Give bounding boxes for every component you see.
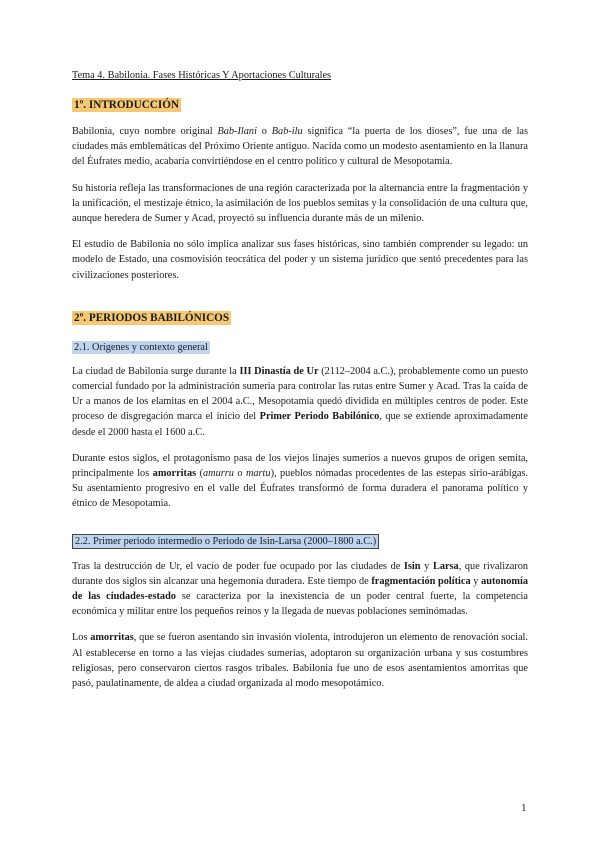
paragraph-isin-larsa-1: Tras la destrucción de Ur, el vacío de poder fue ocupado por las ciudades de Isin y Larsa, que rivalizaron durante dos siglos sin alcanzar una hegemonía duradera. Este tiempo de fragmentación política y autonomía de las ciudades-estado se caracteriza por la inexistencia de un poder central fuerte, la competencia económica y militar entre los pequeños reinos y la llegada de nuevas poblaciones seminómadas. (72, 560, 529, 618)
paragraph-intro-2: Su historia refleja las transformaciones de una región caracterizada por la alternancia entre la fragmentación y la unificación, el mestizaje étnico, la asimilación de los pueblos semitas y la consolidación de una cultura que, aunque heredera de Sumer y Acad, proyectó su influencia durante más de un milenio. (72, 182, 528, 225)
section-heading-periodos: 2º. PERIODOS BABILÓNICOS (74, 311, 230, 324)
section-heading-introduccion: 1º. INTRODUCCIÓN (74, 99, 180, 111)
document-header: Tema 4. Babilonia. Fases Históricas Y Aportaciones Culturales (72, 70, 332, 81)
paragraph-intro-3: El estudio de Babilonia no sólo implica analizar sus fases históricas, sino también comprender su legado: un modelo de Estado, una cosmovisión teocrática del poder y un sistema jurídico que sentó precedentes para las civilizaciones posteriores. (72, 239, 528, 281)
paragraph-intro-1: Babilonia, cuyo nombre original Bab-Ilani o Bab-ilu significa “la puerta de los dioses”, fue una de las ciudades más emblemáticas del Próximo Oriente antiguo. Nacida como un modesto asentamiento en la llanura del Éufrates medio, acabaría convirtiéndose en el centro político y cultural de Mesopotamia. (72, 126, 529, 168)
paragraph-origenes-1: La ciudad de Babilonia surge durante la III Dinastía de Ur (2112–2004 a.C.), probablemente como un puesto comercial fundado por la administración sumeria para controlar las rutas entre Sumer y Acad. Tras la caída de Ur a manos de los elamitas en el 2004 a.C., Mesopotamia quedó dividida en múltiples centros de poder. Este proceso de disgregación marca el inicio del Primer Periodo Babilónico, que se extiende aproximadamente desde el 2000 hasta el 1600 a.C. (72, 365, 528, 438)
page-number: 1 (521, 802, 527, 814)
subsection-heading-origenes: 2.1. Orígenes y contexto general (74, 341, 208, 353)
paragraph-isin-larsa-2: Los amorritas, que se fueron asentando sin invasión violenta, introdujeron un elemento de renovación social. Al establecerse en torno a las viejas ciudades sumerias, adoptaron su organización urbana y sus costumbres religiosas, pero conservaron ciertos rasgos tribales. Babilonia fue uno de esos asentamientos amorritas que pasó, paulatinamente, de aldea a ciudad organizada al modo mesopotámico. (72, 632, 528, 690)
subsection-heading-isin-larsa: 2.2. Primer periodo intermedio o Periodo de Isin-Larsa (2000–1800 a.C.) (72, 534, 379, 549)
document-page (72, 70, 528, 702)
paragraph-origenes-2: Durante estos siglos, el protagonismo pasa de los viejos linajes sumerios a nuevos grupos de origen semita, principalmente los amorritas (amurru o martu), pueblos nómadas procedentes de las estepas sirio-arábigas. Su asentamiento progresivo en el valle del Éufrates transformó de forma duradera el panorama político y étnico de Mesopotamia. (72, 452, 529, 510)
